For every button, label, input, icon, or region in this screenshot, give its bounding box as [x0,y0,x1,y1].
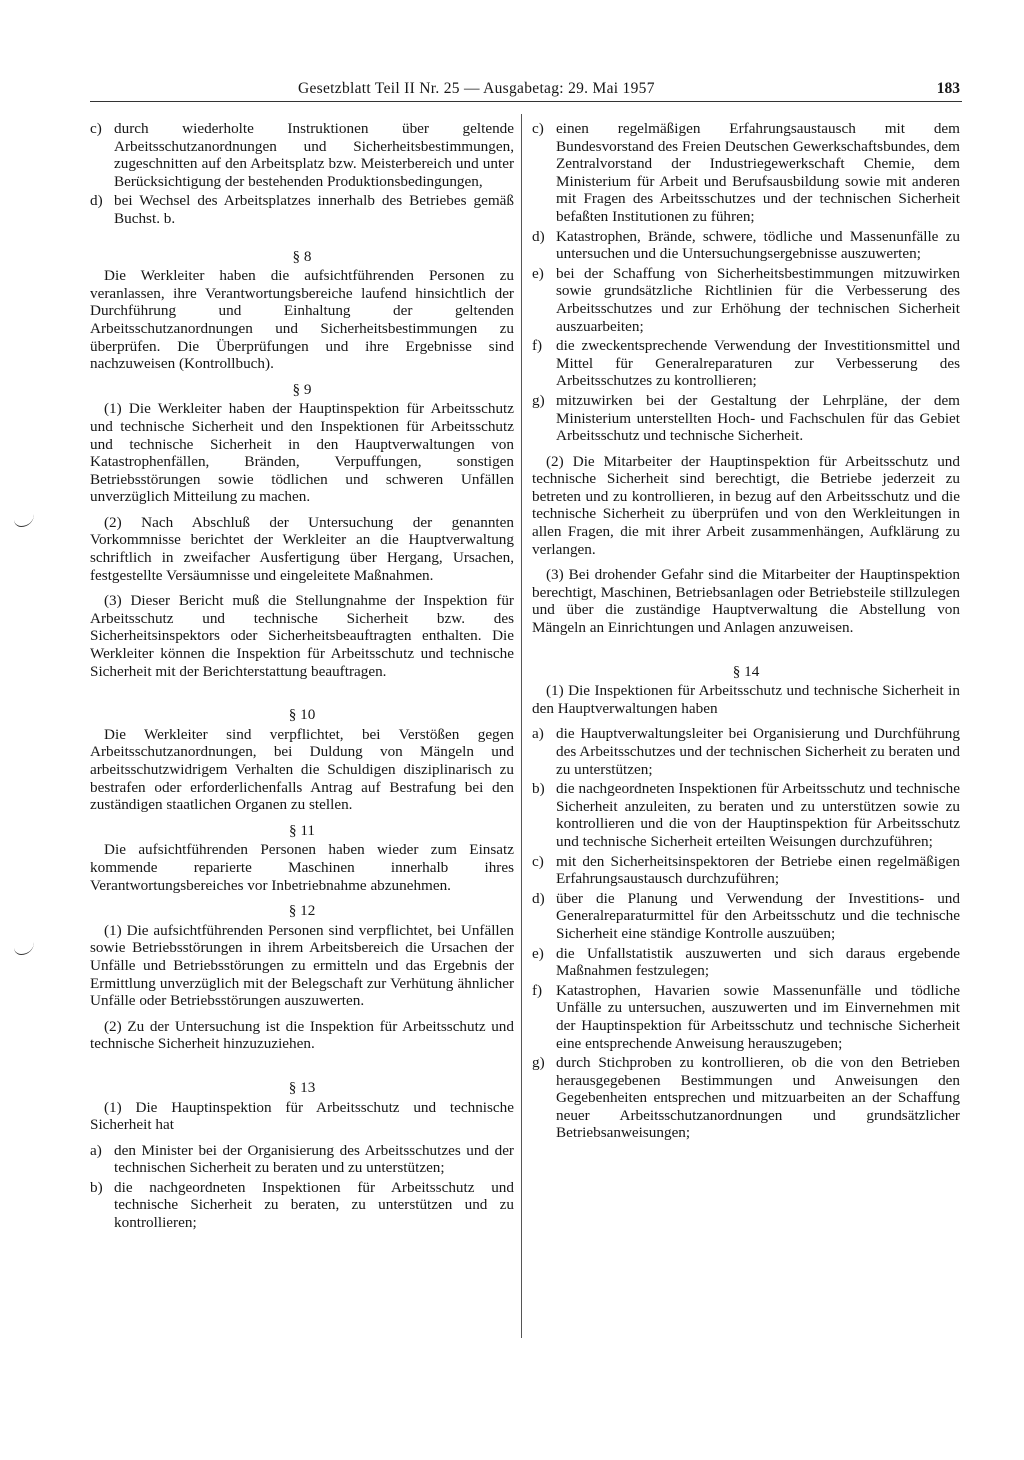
list-item [532,228,960,263]
item-label: e) [532,264,544,282]
item-label: a) [90,1141,102,1159]
item-label: e) [532,944,544,962]
section-heading: § 9 [292,380,312,398]
section-heading: § 8 [292,247,312,265]
item-label: b) [90,1178,103,1196]
list-item [532,725,960,778]
item-label: g) [532,391,545,409]
item-text: Katastrophen, Havarien sowie Massenunfälle und tödliche Unfälle zu untersuchen, auszuwerten und im Einvernehmen mit der Hauptinspektion für Arbeitsschutz und technische Sicherheit eine entsprechende Anweisung herauszugeben; [556,981,960,1052]
list-item [532,982,960,1052]
item-label: a) [532,725,544,743]
item-text: die zweckentsprechende Verwendung der Investitionsmittel und Mittel für Generalreparaturen zur Verbesserung des Arbeitsschutzes zu kontrollieren; [556,337,960,390]
paragraph: (2) Zu der Untersuchung ist die Inspektion für Arbeitsschutz und technische Sicherheit hinzuzuziehen. [90,1017,514,1053]
item-text: die Hauptverwaltungsleiter bei Organisierung und Durchführung des Arbeitsschutzes und der technischen Sicherheit zu beraten und zu unterstützen; [556,725,960,778]
paragraph: Die Werkleiter sind verpflichtet, bei Verstößen gegen Arbeitsschutzanordnungen, bei Duldung von Mängeln und arbeitsschutzwidrigem Verhalten die Schuldigen disziplinarisch zu bestrafen oder erforderlichenfalls Antrag auf Bestrafung bei den zuständigen staatlichen Organen zu stellen. [90,725,514,814]
list-item [90,120,514,190]
item-text: mitzuwirken bei der Gestaltung der Lehrpläne, der dem Ministerium unterstellten Hoch- und Fachschulen für das Gebiet Arbeitsschutz und technische Sicherheit. [556,391,960,445]
column-divider [521,114,522,1338]
item-label: d) [532,889,545,907]
item-text: den Minister bei der Organisierung des Arbeitsschutzes und der technischen Sicherheit zu beraten und zu unterstützen; [114,1141,514,1177]
list-item [532,853,960,888]
item-text: mit den Sicherheitsinspektoren der Betriebe einen regelmäßigen Erfahrungsaustausch durchzuführen; [556,852,960,888]
item-text: die nachgeordneten Inspektionen für Arbeitsschutz und technische Sicherheit zu beraten, zu unterstützen und zu kontrollieren; [114,1178,514,1232]
page-header [90,80,962,102]
item-text: bei Wechsel des Arbeitsplatzes innerhalb des Betriebes gemäß Buchst. b. [114,192,514,227]
list-item [90,1142,514,1177]
right-column [532,120,960,1144]
paragraph: (1) Die Inspektionen für Arbeitsschutz und technische Sicherheit in den Hauptverwaltungen haben [532,682,960,717]
list-item [532,1054,960,1142]
item-text: durch wiederholte Instruktionen über geltende Arbeitsschutzanordnungen und Sicherheitsbestimmungen, zugeschnitten auf den Arbeitsplatz bzw. Meisterbereich und unter Berücksichtigung der bestehenden Produktionsbedingungen, [114,120,514,190]
section-heading: § 14 [732,662,760,680]
item-label: f) [532,337,543,355]
paragraph: Die aufsichtführenden Personen haben wieder zum Einsatz kommende reparierte Maschinen innerhalb ihres Verantwortungsbereiches vor Inbetriebnahme abzunehmen. [90,841,514,894]
item-text: einen regelmäßigen Erfahrungsaustausch mit dem Bundesvorstand des Freien Deutschen Gewerkschaftsbundes, dem Zentralvorstand der Industriegewerkschaft Chemie, dem Ministerium für Arbeit und Berufsausbildung sowie mit anderen mit Fragen des Arbeitsschutzes und der technischen Sicherheit befaßten Institutionen zu führen; [556,120,960,225]
paragraph: (3) Dieser Bericht muß die Stellungnahme der Inspektion für Arbeitsschutz und technische Sicherheit bzw. des Sicherheitsinspektors oder Sicherheitsbeauftragten enthalten. Die Werkleiter können die Inspektion für Arbeitsschutz und technische Sicherheit mit der Berichterstattung beauftragen. [90,592,514,680]
item-label: f) [532,981,543,999]
header-rule [90,101,962,102]
item-text: über die Planung und Verwendung der Investitions- und Generalreparaturmittel für den Arbeitsschutz und die technische Sicherheit eine ständige Kontrolle auszuüben; [556,889,960,942]
section-heading: § 12 [288,902,316,920]
list-item [90,1179,514,1232]
paragraph: (2) Nach Abschluß der Untersuchung der genannten Vorkommnisse berichtet der Werkleiter an die Hauptverwaltung schriftlich in zweifacher Ausfertigung über Hergang, Ursachen, festgestellte Versäumnisse und eingeleitete Maßnahmen. [90,513,514,584]
margin-mark [14,940,34,955]
list-item [532,337,960,390]
item-label: c) [532,852,544,870]
margin-mark [14,512,34,527]
paragraph: Die Werkleiter haben die aufsichtführenden Personen zu veranlassen, ihre Verantwortungsbereiche laufend hinsichtlich der Durchführung und Einhaltung der geltenden Arbeitsschutzanordnungen und Sicherheitsbestimmungen zu überprüfen. Die Überprüfungen und ihre Ergebnisse sind nachzuweisen (Kontrollbuch). [90,267,514,373]
left-column [90,120,514,1234]
item-text: die Unfallstatistik auszuwerten und sich daraus ergebende Maßnahmen festzulegen; [556,944,960,980]
paragraph: (1) Die aufsichtführenden Personen sind verpflichtet, bei Unfällen sowie Betriebsstörungen in ihrem Arbeitsbereich die Ursachen der Unfälle und Betriebsstörungen zu ermitteln und das Ergebnis der Ermittlung unverzüglich mit der Belegschaft zur Verhütung ähnlicher Unfälle oder Betriebsstörungen auszuwerten. [90,921,514,1010]
list-item [532,392,960,445]
paragraph: (1) Die Hauptinspektion für Arbeitsschutz und technische Sicherheit hat [90,1098,514,1134]
item-text: die nachgeordneten Inspektionen für Arbeitsschutz und technische Sicherheit anzuleiten, zu beraten und zu unterstützen sowie zu kontrollieren und die von der Hauptinspektion für Arbeitsschutz und technische Sicherheit erteilten Weisungen durchzuführen; [556,780,960,850]
list-item [532,780,960,850]
section-heading: § 10 [288,706,316,724]
list-item [532,890,960,943]
item-label: c) [90,120,102,137]
paragraph: (1) Die Werkleiter haben der Hauptinspektion für Arbeitsschutz und technische Sicherheit und den Inspektionen für Arbeitsschutz und technische Sicherheit in den Hauptverwaltungen von Katastrophenfällen, Bränden, Verpuffungen, sonstigen Betriebsstörungen sowie tödlichen und schweren Unfällen unverzüglich Mitteilung zu machen. [90,400,514,506]
item-text: durch Stichproben zu kontrollieren, ob die von den Betrieben herausgegebenen Bestimmungen und Anweisungen den Gegebenheiten entsprechen und mitzuarbeiten an der Schaffung neuer Arbeitsschutzanordnungen und grundsätzlicher Betriebsanweisungen; [556,1054,960,1142]
paragraph: (3) Bei drohender Gefahr sind die Mitarbeiter der Hauptinspektion berechtigt, Maschinen, Betriebsanlagen oder Betriebsteile stillzulegen und über die zuständige Hauptverwaltung die Abstellung von Mängeln an Einrichtungen und Anlagen anzuweisen. [532,566,960,637]
section-heading: § 11 [288,821,315,839]
item-label: d) [532,227,545,245]
page-number: 183 [936,80,960,97]
list-item [532,945,960,980]
list-item [532,120,960,226]
list-item [532,265,960,335]
item-text: Katastrophen, Brände, schwere, tödliche und Massenunfälle zu untersuchen und die Untersuchungsergebnisse auszuwerten; [556,227,960,263]
header-title: Gesetzblatt Teil II Nr. 25 — Ausgabetag: 29. Mai 1957 [298,80,655,97]
item-label: b) [532,780,545,798]
item-label: g) [532,1054,545,1072]
section-heading: § 13 [288,1078,316,1096]
item-label: c) [532,120,544,137]
item-label: d) [90,192,103,210]
paragraph: (2) Die Mitarbeiter der Hauptinspektion für Arbeitsschutz und technische Sicherheit sind berechtigt, die Betriebe jederzeit zu betreten und zu kontrollieren, in bezug auf den Arbeitsschutz und die technische Sicherheit zu überprüfen und von den Werkleitungen in allen Fragen, die mit ihrer Arbeit zusammenhängen, Aufklärung zu verlangen. [532,452,960,558]
item-text: bei der Schaffung von Sicherheitsbestimmungen mitzuwirken sowie grundsätzliche Richtlinien für die Verbesserung des Arbeitsschutzes und zur Erhöhung der technischen Sicherheit auszuarbeiten; [556,264,960,335]
list-item [90,192,514,227]
